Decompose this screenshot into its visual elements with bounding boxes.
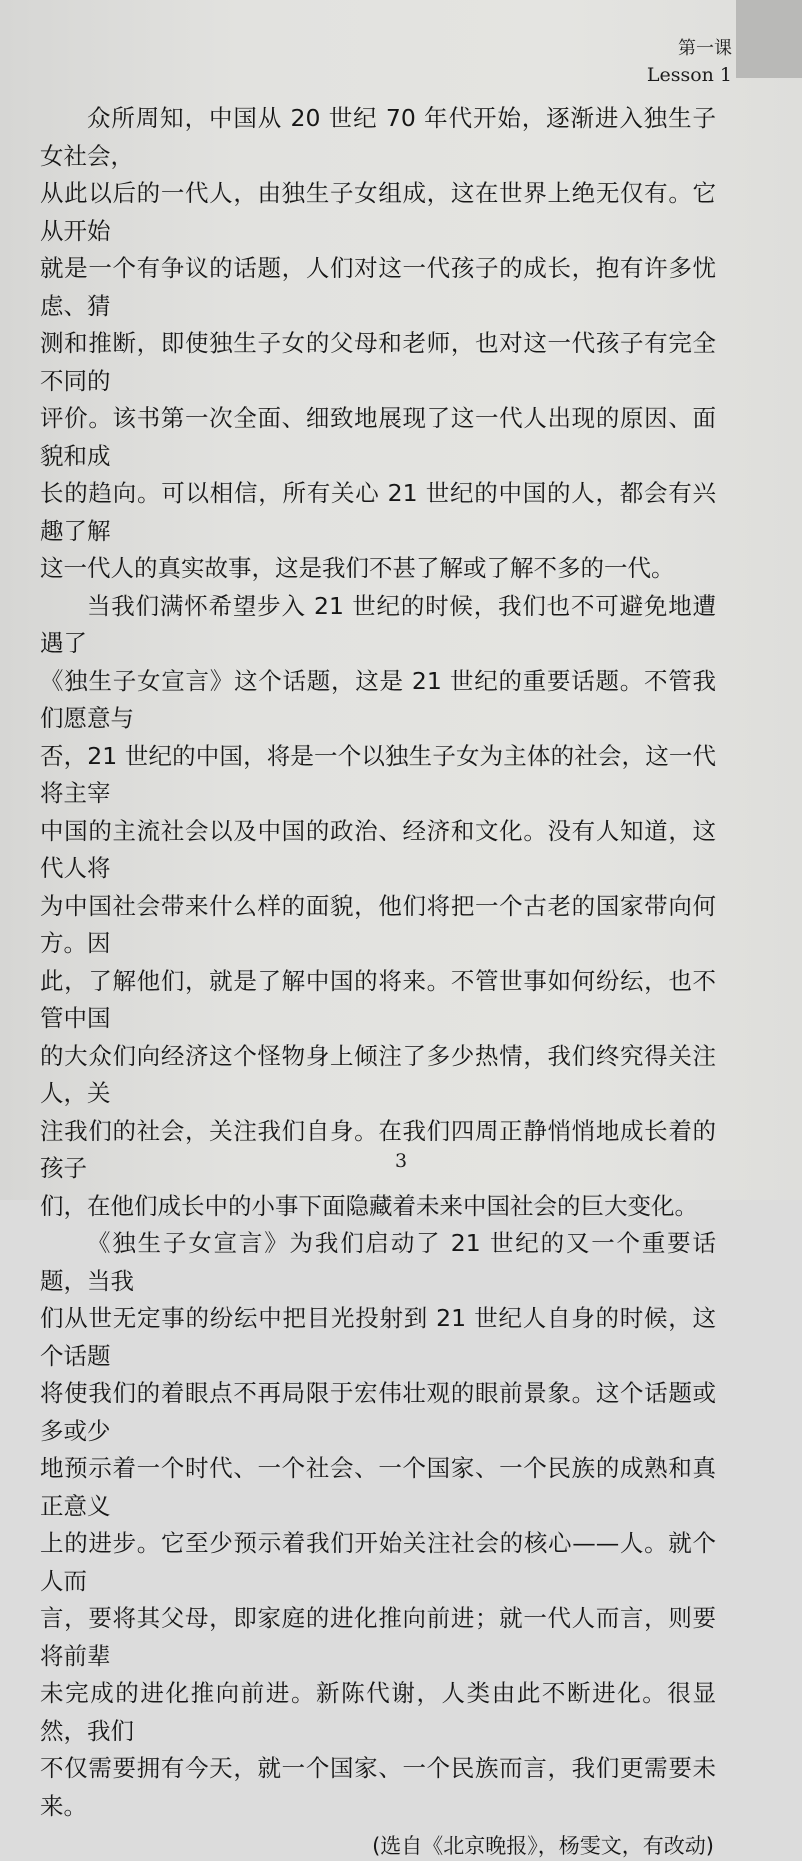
paragraph-1: 众所周知，中国从 20 世纪 70 年代开始，逐渐进入独生子女社会， 从此以后的一代人，由独生子女组成，这在世界上绝无仅有。它从开始 就是一个有争议的话题，人们对这一代孩子的成长，抱有许多忧虑、猜 测和推断，即使独生子女的父母和老师，也对这一代孩子有完全不同的 评价。该书第一次全面、细致地展现了这一代人出现的原因、面貌和成 长的趋向。可以相信，所有关心 21 世纪的中国的人，都会有兴趣了解 这一代人的真实故事，这是我们不甚了解或了解不多的一代。 (40, 104, 716, 582)
page-edge-tab (736, 0, 802, 78)
source-citation: (选自《北京晚报》，杨雯文，有改动) (372, 1834, 714, 1858)
page-number: 3 (394, 1150, 408, 1172)
running-head (647, 36, 732, 88)
reading-passage (40, 100, 716, 1861)
lesson-title-chinese: 第一课 (678, 38, 732, 59)
paragraph-2: 当我们满怀希望步入 21 世纪的时候，我们也不可避免地遭遇了 《独生子女宣言》这个话题，这是 21 世纪的重要话题。不管我们愿意与 否，21 世纪的中国，将是一个以独生子女为主体的社会，这一代将主宰 中国的主流社会以及中国的政治、经济和文化。没有人知道，这代人将 为中国社会带来什么样的面貌，他们将把一个古老的国家带向何方。因 此，了解他们，就是了解中国的将来。不管世事如何纷纭，也不管中国 的大众们向经济这个怪物身上倾注了多少热情，我们终究得关注人，关 注我们的社会，关注我们自身。在我们四周正静悄悄地成长着的孩子 们，在他们成长中的小事下面隐藏着未来中国社会的巨大变化。 (40, 591, 716, 1220)
lesson-title-english: Lesson 1 (646, 64, 732, 86)
paragraph-3: 《独生子女宣言》为我们启动了 21 世纪的又一个重要话题，当我 们从世无定事的纷纭中把目光投射到 21 世纪人自身的时候，这个话题 将使我们的着眼点不再局限于宏伟壮观的眼前景象。这个话题或多或少 地预示着一个时代、一个社会、一个国家、一个民族的成熟和真正意义 上的进步。它至少预示着我们开始关注社会的核心——人。就个人而 言，要将其父母，即家庭的进化推向前进；就一代人而言，则要将前辈 未完成的进化推向前进。新陈代谢，人类由此不断进化。很显然，我们 不仅需要拥有今天，就一个国家、一个民族而言，我们更需要未来。 (40, 1229, 716, 1820)
